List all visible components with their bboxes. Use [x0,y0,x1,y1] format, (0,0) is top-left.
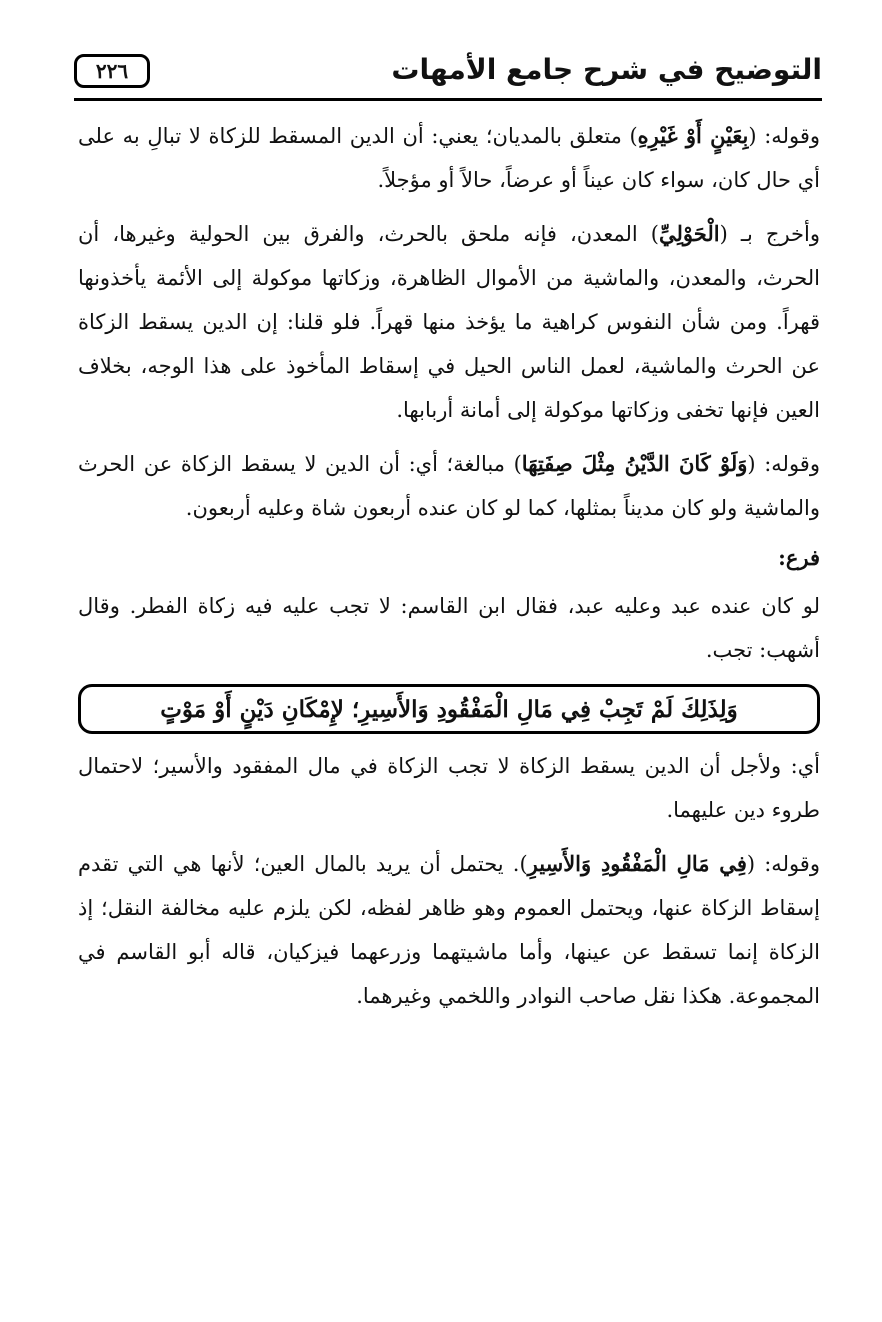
quoted-term-mal-mafqud: فِي مَالِ الْمَفْقُودِ وَالأَسِيرِ [527,851,747,876]
paragraph-2-prefix: وأخرج بـ ( [719,222,821,246]
quoted-term-law-kana: وَلَوْ كَانَ الدَّيْنُ مِثْلَ صِفَتِهَا [521,451,748,476]
quoted-term-hawli: الْحَوْلِيِّ [659,221,720,246]
paragraph-1-prefix: وقوله: ( [748,124,820,148]
matn-frame [78,684,820,734]
paragraph-1-text: ) متعلق بالمديان؛ يعني: أن الدين المسقط للزكاة لا تبالِ به على أي حال كان، سواء كان عيناً أو عرضاً، حالاً أو مؤجلاً. [78,124,820,192]
final-paragraph-prefix: وقوله: ( [746,852,820,876]
paragraph-3-prefix: وقوله: ( [747,452,820,476]
header-divider [74,98,822,101]
branch-paragraph: لو كان عنده عبد وعليه عبد، فقال ابن القاسم: لا تجب عليه فيه زكاة الفطر. وقال أشهب: تجب. [78,594,820,662]
paragraph-2 [78,212,820,432]
final-paragraph [78,842,820,1018]
paragraph-3-text: ) مبالغة؛ أي: أن الدين لا يسقط الزكاة عن الحرث والماشية ولو كان مديناً بمثلها، كما لو كان عنده أربعون شاة وعليه أربعون. [78,452,820,520]
final-paragraph-text: ). يحتمل أن يريد بالمال العين؛ لأنها هي التي تقدم إسقاط الزكاة عنها، ويحتمل العموم وهو ظاهر لفظه، لكن يلزم عليه مخالفة النقل؛ إذ الزكاة إنما تسقط عن عينها، وأما ماشيتهما وزرعهما فيزكيان، قاله أبو القاسم في المجموعة. هكذا نقل صاحب النوادر واللخمي وغيرهما. [78,852,820,1008]
matn-text: وَلِذَلِكَ لَمْ تَجِبْ فِي مَالِ الْمَفْقُودِ وَالأَسِيرِ؛ لإِمْكَانِ دَيْنٍ أَوْ مَوْتٍ [160,695,738,723]
paragraph-2-text: ) المعدن، فإنه ملحق بالحرث، والفرق بين الحولية وغيرها، أن الحرث، والمعدن، والماشية من الأموال الظاهرة، وزكاتها موكولة إلى الأئمة يأخذونها قهراً. ومن شأن النفوس كراهية ما يؤخذ منها قهراً. فلو قلنا: إن الدين يسقط الزكاة عن الحرث والماشية، لعمل الناس الحيل في إسقاط المأخوذ على هذا الوجه، بخلاف العين فإنها تخفى وزكاتها موكولة إلى أمانة أربابها. [78,222,820,422]
page-number: ٢٢٦ [95,59,129,83]
explanation-paragraph: أي: ولأجل أن الدين يسقط الزكاة لا تجب الزكاة في مال المفقود والأسير؛ لاحتمال طروء دين عليهما. [78,754,820,822]
branch-heading: فرع: [778,545,820,570]
page-body [78,114,820,1018]
paragraph-1 [78,114,820,202]
book-title: التوضيح في شرح جامع الأمهات [391,53,822,86]
paragraph-3 [78,442,820,530]
page-header [74,48,822,102]
page-number-box [74,54,150,88]
quoted-term-bi-ayn: بِعَيْنٍ أَوْ غَيْرِهِ [637,123,749,148]
